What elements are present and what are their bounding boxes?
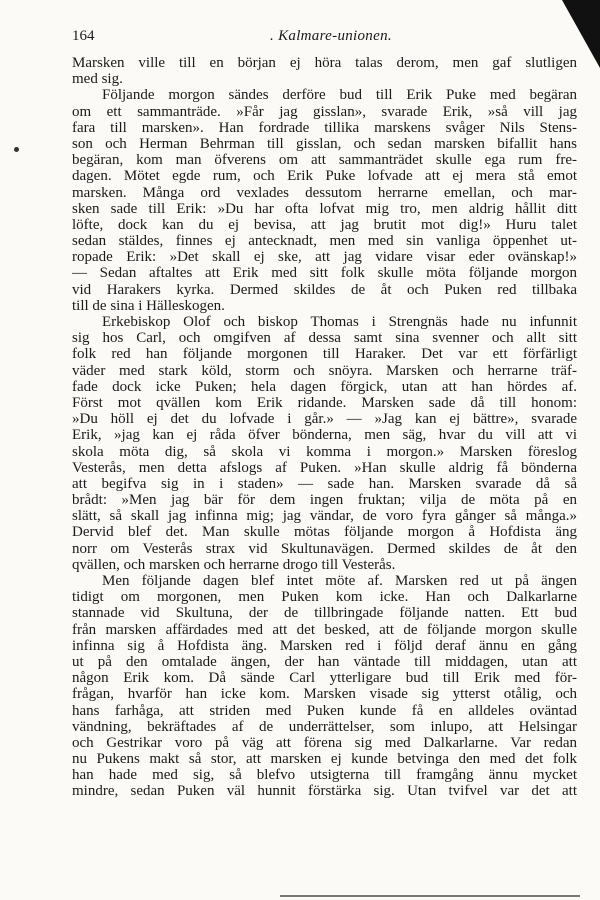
text-line: dagen. Mötet egde rum, och Erik Puke lofvade att ej mera stå emot — [72, 168, 577, 185]
text-line: Först mot qvällen kom Erik ridande. Marsken sade då till honom: — [72, 394, 577, 411]
bottom-rule — [280, 895, 580, 897]
text-line: folk red han följande morgonen till Haraker. Det var ett förfärligt — [72, 346, 577, 363]
text-line: till de sina i Hälleskogen. — [72, 297, 225, 314]
text-line: infinna sig å Hofdista äng. Marsken red i följd deraf ännu en gång — [72, 637, 577, 654]
text-line: mindre, sedan Puken väl hunnit förstärka sig. Utan tvifvel var det att — [72, 783, 577, 800]
text-line: Vesterås, men detta afslogs af Puken. »Han skulle aldrig få bönderna — [72, 459, 577, 476]
text-line: Men följande dagen blef intet möte af. Marsken red ut på ängen — [102, 573, 577, 589]
text-line: sken sade till Erik: »Du har ofta lofvat mig tro, men aldrig hållit ditt — [72, 200, 577, 217]
text-line: slätt, så skall jag infinna mig; jag vändar, de voro fyra gånger så många.» — [72, 508, 577, 525]
text-line: qvällen, och marsken och herrarne drogo till Vesterås. — [72, 556, 396, 573]
text-line: skola möta dig, så skola vi komma i morgon.» Marsken föreslog — [72, 443, 577, 460]
text-line: stannade vid Skultuna, der de tillbringade följande natten. Ett bud — [72, 605, 577, 622]
text-line: och Gestrikar voro på väg att förena sig med Dalkarlarne. Var redan — [72, 734, 577, 751]
text-line: han hade med sig, så blefvo utsigterna till framgång ännu mycket — [72, 767, 577, 784]
text-line: begäran, kom man öfverens om att sammanträdet skulle ega rum fre- — [72, 152, 577, 169]
text-line: hans farhåga, att striden med Puken kunde få en alldeles oväntad — [72, 702, 577, 719]
margin-mark — [14, 147, 19, 152]
page-header — [72, 28, 577, 48]
running-title: . Kalmare-unionen. — [270, 28, 392, 44]
text-line: nu Pukens makt så stor, att marsken ej kunde betvinga den med det folk — [72, 751, 577, 768]
text-line: Erkebiskop Olof och biskop Thomas i Strengnäs hade nu infunnit — [102, 314, 577, 330]
text-line: marsken. Många ord vexlades dessutom herrarne emellan, och mar- — [72, 184, 577, 201]
text-line: Följande morgon sändes derföre bud till Erik Puke med begäran — [102, 87, 577, 104]
text-line: tidigt om morgonen, men Puken kom icke. Han och Dalkarlarne — [72, 589, 577, 606]
text-line: sedan stäldes, finnes ej antecknadt, men med sin vanliga öppenhet ut- — [72, 233, 577, 250]
text-line: någon Erik kom. Då sände Carl ytterligare bud till Erik med för- — [72, 670, 577, 687]
text-line: frågan, hvarför han icke kom. Marsken visade sig ytterst otålig, och — [72, 686, 577, 703]
text-line: löfte, dock kan du ej bevisa, att jag brutit mot dig!» Huru talet — [72, 216, 577, 233]
text-line: att begifva sig in i staden» — sade han. Marsken svarade då så — [72, 475, 577, 492]
text-line: Marsken ville till en början ej höra talas derom, men gaf slutligen — [72, 55, 577, 71]
text-line: sig hos Carl, och omgifven af dessa samt sina svenner och allt sitt — [72, 330, 577, 347]
text-line: från marsken affärdades med att det besked, att de följande morgon skulle — [72, 621, 577, 638]
text-line: vid Harakers kyrka. Dermed skildes de åt och Puken red tillbaka — [72, 281, 577, 298]
text-line: Erik, »jag kan ej råda öfver bönderna, men säg, hvar du vill att vi — [72, 427, 577, 444]
text-line: »Du höll ej det du lofvade i går.» — »Jag kan ej bättre», svarade — [72, 411, 577, 428]
text-line: vändning, bekräftades af de underrättelser, som inlupo, att Helsingar — [72, 718, 577, 735]
page-number: 164 — [72, 28, 95, 44]
text-line: Dervid blef det. Man skulle mötas följande morgon å Hofdista äng — [72, 524, 577, 541]
text-line: med sig. — [72, 71, 123, 88]
text-line: brådt: »Men jag bär för dem ingen fruktan; vilja de möta på en — [72, 492, 577, 509]
text-line: fara till marsken». Han fordrade tillika marskens svåger Nils Stens- — [72, 119, 577, 136]
body-text — [72, 55, 577, 800]
text-line: fade dock icke Puken; hela dagen förgick, utan att han hördes af. — [72, 378, 577, 395]
text-line: om ett sammanträde. »Får jag gisslan», svarade Erik, »så vill jag — [72, 103, 577, 120]
text-line: ropade Erik: »Det skall ej ske, att jag vidare visar eder ovänskap!» — [72, 249, 577, 266]
text-line: son och Herman Behrman till gisslan, och sedan marsken bifallit hans — [72, 135, 577, 152]
text-line: — Sedan aftaltes att Erik med sitt folk skulle möta följande morgon — [72, 265, 577, 282]
text-line: norr om Vesterås strax vid Skultunavägen. Dermed skildes de åt den — [72, 540, 577, 557]
text-line: väder med stark köld, storm och snöyra. Marsken och herrarne träf- — [72, 362, 577, 379]
text-line: ut på den omtalade ängen, der han väntade till middagen, utan att — [72, 653, 577, 670]
